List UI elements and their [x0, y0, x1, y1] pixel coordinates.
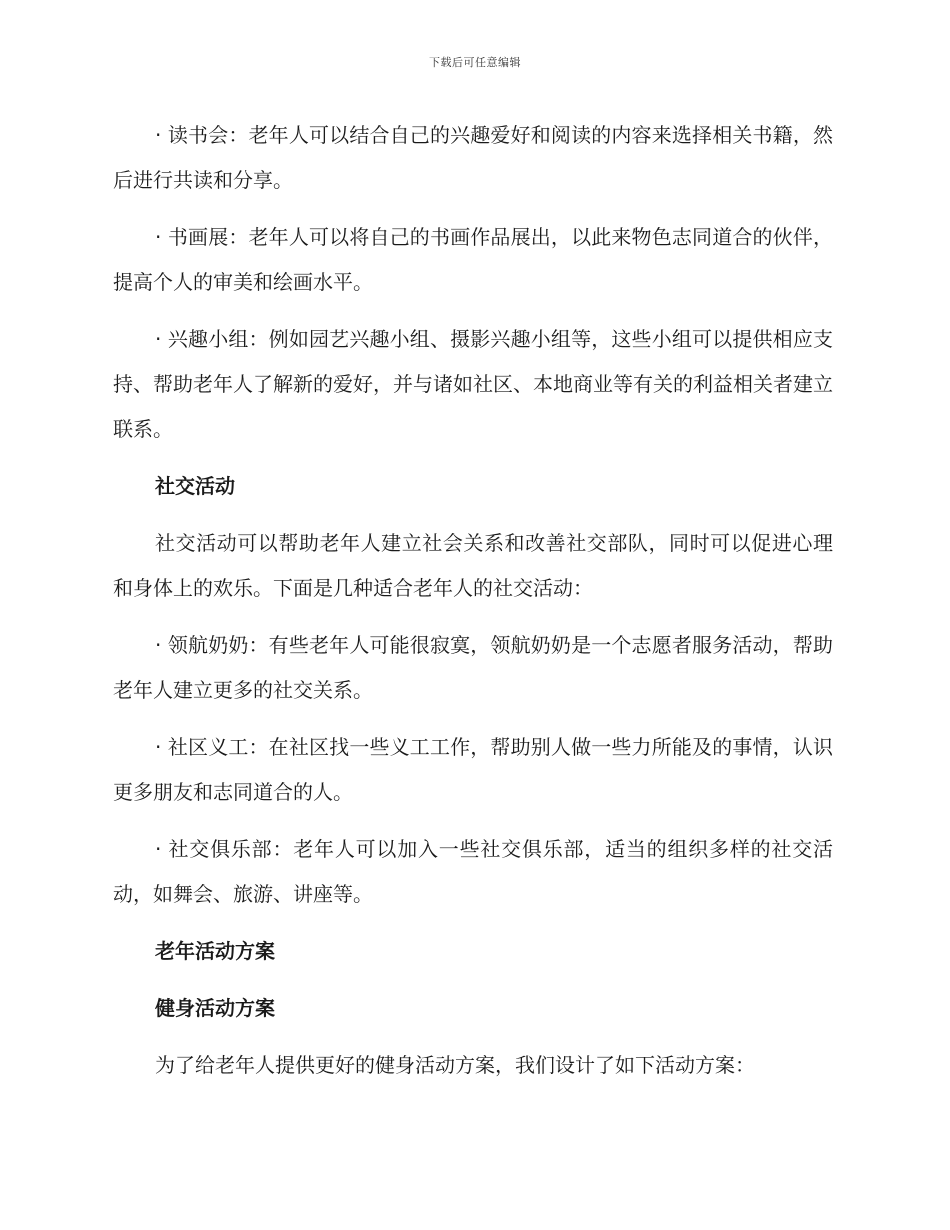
document-body: [113, 113, 833, 1088]
heading-senior-activity-plan: 老年活动方案: [155, 939, 275, 963]
heading-social-activities: 社交活动: [155, 474, 235, 498]
paragraph-fitness-intro: 为了给老年人提供更好的健身活动方案，我们设计了如下活动方案：: [155, 1053, 755, 1077]
paragraph-interest-groups: · 兴趣小组：例如园艺兴趣小组、摄影兴趣小组等，这些小组可以提供相应支持、帮助老年人了解新的爱好，并与诸如社区、本地商业等有关的利益相关者建立联系。: [113, 327, 833, 441]
paragraph-community-volunteer: · 社区义工：在社区找一些义工工作，帮助别人做一些力所能及的事情，认识更多朋友和志同道合的人。: [113, 735, 833, 804]
paragraph-art-exhibition: · 书画展：老年人可以将自己的书画作品展出，以此来物色志同道合的伙伴，提高个人的审美和绘画水平。: [113, 225, 833, 294]
heading-fitness-plan: 健身活动方案: [155, 996, 275, 1020]
paragraph-pilot-grandma: · 领航奶奶：有些老年人可能很寂寞，领航奶奶是一个志愿者服务活动，帮助老年人建立更多的社交关系。: [113, 633, 833, 702]
paragraph-book-club: · 读书会：老年人可以结合自己的兴趣爱好和阅读的内容来选择相关书籍，然后进行共读和分享。: [113, 123, 833, 192]
paragraph-social-intro: 社交活动可以帮助老年人建立社会关系和改善社交部队，同时可以促进心理和身体上的欢乐。下面是几种适合老年人的社交活动：: [113, 531, 833, 600]
paragraph-social-club: · 社交俱乐部：老年人可以加入一些社交俱乐部，适当的组织多样的社交活动，如舞会、旅游、讲座等。: [113, 837, 833, 906]
page-header: 下载后可任意编辑: [429, 56, 521, 69]
